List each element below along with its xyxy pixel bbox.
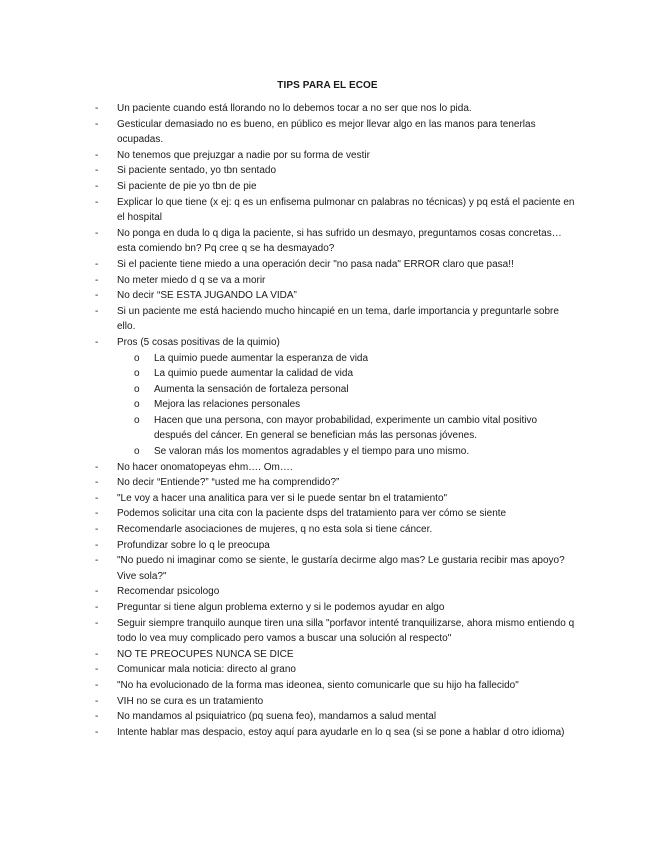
sublist-item [117,413,575,444]
list-item-pros [0,335,655,460]
list-item-text: Si un paciente me está haciendo mucho hincapié en un tema, darle importancia y preguntarle sobre ello. [117,305,559,333]
list-item [0,647,655,663]
dash-bullet: - [95,492,99,504]
dash-bullet: - [95,103,99,114]
list-item-text: "No puedo ni imaginar como se siente, le gustaría decirme algo mas? Le gustaria recibir mas apoyo? Vive sola?" [117,555,565,582]
dash-bullet: - [95,617,99,629]
dash-bullet: - [95,524,99,536]
circle-bullet: o [134,446,140,458]
dash-bullet: - [95,664,99,676]
sublist-item-text: Aumenta la sensación de fortaleza personal [154,383,349,395]
dash-bullet: - [95,602,99,613]
list-item-text: No decir “Entiende?” “usted me ha comprendido?” [117,477,340,489]
list-item-text: NO TE PREOCUPES NUNCA SE DICE [117,648,294,660]
list-item-text: No decir “SE ESTA JUGANDO LA VIDA” [117,290,297,302]
sublist-item-text: Hacen que una persona, con mayor probabilidad, experimente un cambio vital positivo después del cáncer. En general se benefician más las personas jóvenes. [154,414,538,442]
list-item [0,117,655,148]
circle-bullet: o [134,352,140,364]
list-item [0,600,655,616]
list-item-text: No ponga en duda lo q diga la paciente, si has sufrido un desmayo, preguntamos cosas concretas…esta comiendo bn? Pq cree q se ha desmayado? [117,227,562,255]
list-item [0,163,655,179]
dash-bullet: - [95,695,99,707]
dash-bullet: - [95,508,99,520]
list-item [0,662,655,678]
list-item-text: No tenemos que prejuzgar a nadie por su forma de vestir [117,149,370,161]
list-item [0,304,655,335]
list-item-text: Explicar lo que tiene (x ej: q es un enfisema pulmonar cn palabras no técnicas) y pq está el paciente en el hospital [117,196,575,224]
sublist-item [117,444,575,460]
dash-bullet: - [95,726,99,738]
dash-bullet: - [95,258,99,270]
list-item [0,584,655,600]
dash-bullet: - [95,196,99,208]
sublist-item [117,351,575,367]
list-item [0,616,655,647]
sublist-item-text: Mejora las relaciones personales [154,399,301,411]
dash-bullet: - [95,227,99,239]
dash-bullet: - [95,118,99,130]
list-item [0,491,655,507]
document-title: TIPS PARA EL ECOE [277,80,378,91]
list-item-text: Comunicar mala noticia: directo al grano [117,664,296,676]
circle-bullet: o [134,414,140,426]
list-item-text: Gesticular demasiado no es bueno, en público es mejor llevar algo en las manos para tenerlas ocupadas. [117,118,536,146]
dash-bullet: - [95,477,99,489]
sublist-item-text: Se valoran más los momentos agradables y el tiempo para uno mismo. [154,446,470,458]
dash-bullet: - [95,305,99,317]
list-item-text: Intente hablar mas despacio, estoy aquí para ayudarle en lo q sea (si se pone a hablar d otro idioma) [117,726,565,738]
list-item [0,179,655,195]
circle-bullet: o [134,368,140,380]
list-item [0,195,655,226]
dash-bullet: - [95,711,99,723]
dash-bullet: - [95,461,99,473]
list-item-text: Seguir siempre tranquilo aunque tiren una silla "porfavor intenté tranquilizarse, ahora mismo entiendo q todo lo vea muy complicado pero vamos a buscar una solución al respecto" [117,617,575,645]
circle-bullet: o [134,383,140,395]
list-item-text: Si paciente de pie yo tbn de pie [117,180,257,192]
dash-bullet: - [95,555,99,567]
list-item-text: Pros (5 cosas positivas de la quimio) [117,336,280,348]
list-item-text: Profundizar sobre lo q le preocupa [117,539,270,551]
list-item [0,273,655,289]
tips-list [0,101,655,740]
dash-bullet: - [95,274,99,286]
dash-bullet: - [95,290,99,302]
sublist-item [117,366,575,382]
list-item-text: No hacer onomatopeyas ehm…. Om…. [117,461,293,473]
dash-bullet: - [95,165,99,177]
list-item [0,148,655,164]
circle-bullet: o [134,399,140,411]
sublist-item [117,382,575,398]
dash-bullet: - [95,180,99,192]
list-item-text: "Le voy a hacer una analitica para ver si le puede sentar bn el tratamiento" [117,492,448,504]
sublist-item [117,397,575,413]
dash-bullet: - [95,149,99,161]
list-item [0,257,655,273]
list-item [0,475,655,491]
list-item-text: Si paciente sentado, yo tbn sentado [117,165,277,177]
dash-bullet: - [95,586,99,598]
list-item [0,694,655,710]
list-item [0,538,655,554]
list-item [0,288,655,304]
list-item-text: Recomendar psicologo [117,586,220,598]
list-item-text: No meter miedo d q se va a morir [117,274,266,286]
sublist-item-text: La quimio puede aumentar la calidad de vida [154,368,354,380]
list-item-text: VIH no se cura es un tratamiento [117,695,264,707]
pros-sublist [117,351,575,460]
list-item-text: Preguntar si tiene algun problema externo y si le podemos ayudar en algo [117,602,445,613]
list-item [0,678,655,694]
list-item [0,460,655,476]
list-item [0,725,655,741]
list-item [0,522,655,538]
list-item-text: Si el paciente tiene miedo a una operación decir "no pasa nada" ERROR claro que pasa!! [117,258,514,270]
list-item [0,226,655,257]
list-item-text: Recomendarle asociaciones de mujeres, q no esta sola si tiene cáncer. [117,524,433,536]
dash-bullet: - [95,336,99,348]
list-item-text: No mandamos al psiquiatrico (pq suena feo), mandamos a salud mental [117,711,437,723]
list-item [0,709,655,725]
list-item-text: "No ha evolucionado de la forma mas ideonea, siento comunicarle que su hijo ha fallecido" [117,679,519,691]
dash-bullet: - [95,679,99,691]
dash-bullet: - [95,539,99,551]
list-item [0,553,655,584]
list-item [0,506,655,522]
list-item-text: Podemos solicitar una cita con la paciente dsps del tratamiento para ver cómo se siente [117,508,507,520]
dash-bullet: - [95,648,99,660]
list-item [0,101,655,117]
sublist-item-text: La quimio puede aumentar la esperanza de vida [154,352,369,364]
list-item-text: Un paciente cuando está llorando no lo debemos tocar a no ser que nos lo pida. [117,103,472,114]
